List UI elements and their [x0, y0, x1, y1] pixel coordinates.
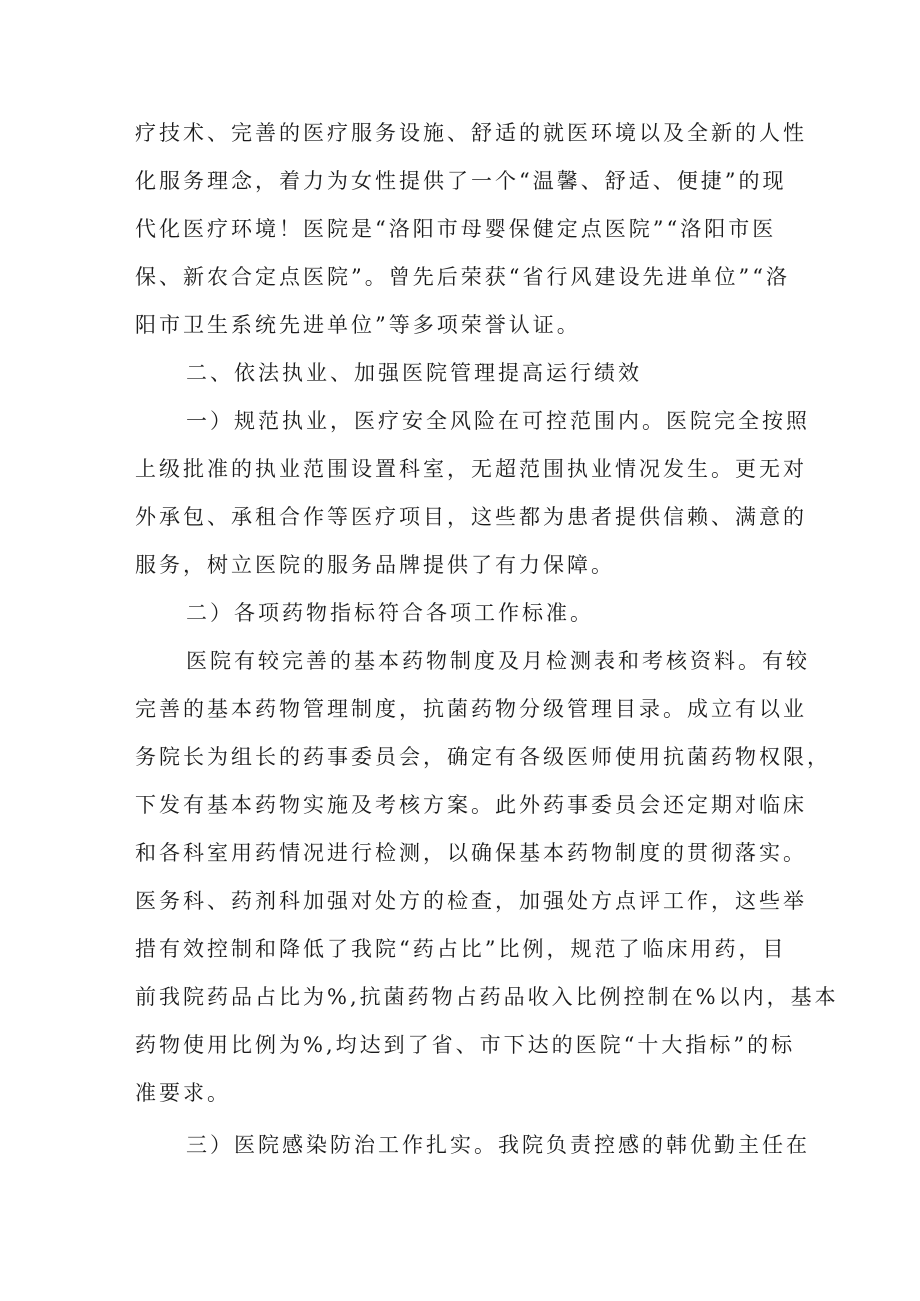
text-line: 一）规范执业，医疗安全风险在可控范围内。医院完全按照: [186, 409, 810, 433]
text-line: 医务科、药剂科加强对处方的检查，加强处方点评工作，这些举: [135, 889, 807, 913]
text-line: 外承包、承租合作等医疗项目，这些都为患者提供信赖、满意的: [135, 505, 807, 529]
text-line: 化服务理念，着力为女性提供了一个“温馨、舒适、便捷”的现: [135, 169, 787, 193]
subsection-heading: 二）各项药物指标符合各项工作标准。: [186, 601, 594, 625]
text-line: 准要求。: [135, 1081, 231, 1105]
text-line: 下发有基本药物实施及考核方案。此外药事委员会还定期对临床: [135, 793, 807, 817]
text-line: 完善的基本药物管理制度，抗菌药物分级管理目录。成立有以业: [135, 697, 807, 721]
text-line: 保、新农合定点医院”。曾先后荣获“省行风建设先进单位”“洛: [135, 265, 790, 289]
text-line: 和各科室用药情况进行检测，以确保基本药物制度的贯彻落实。: [135, 841, 807, 865]
text-line: 代化医疗环境！医院是“洛阳市母婴保健定点医院”“洛阳市医: [135, 217, 777, 241]
text-line: 务院长为组长的药事委员会，确定有各级医师使用抗菌药物权限，: [135, 745, 831, 769]
text-line: 服务，树立医院的服务品牌提供了有力保障。: [135, 553, 615, 577]
text-line: 阳市卫生系统先进单位”等多项荣誉认证。: [135, 313, 581, 337]
section-heading: 二、依法执业、加强医院管理提高运行绩效: [186, 361, 642, 385]
text-line: 三）医院感染防治工作扎实。我院负责控感的韩优勤主任在: [186, 1133, 810, 1157]
text-line: 上级批准的执业范围设置科室，无超范围执业情况发生。更无对: [135, 457, 807, 481]
text-line: 疗技术、完善的医疗服务设施、舒适的就医环境以及全新的人性: [135, 121, 807, 145]
text-line: 措有效控制和降低了我院“药占比”比例，规范了临床用药，目: [135, 937, 787, 961]
text-line: 药物使用比例为%,均达到了省、市下达的医院“十大指标”的标: [135, 1033, 796, 1057]
text-line: 前我院药品占比为%,抗菌药物占药品收入比例控制在%以内，基本: [135, 985, 839, 1009]
text-line: 医院有较完善的基本药物制度及月检测表和考核资料。有较: [186, 649, 810, 673]
